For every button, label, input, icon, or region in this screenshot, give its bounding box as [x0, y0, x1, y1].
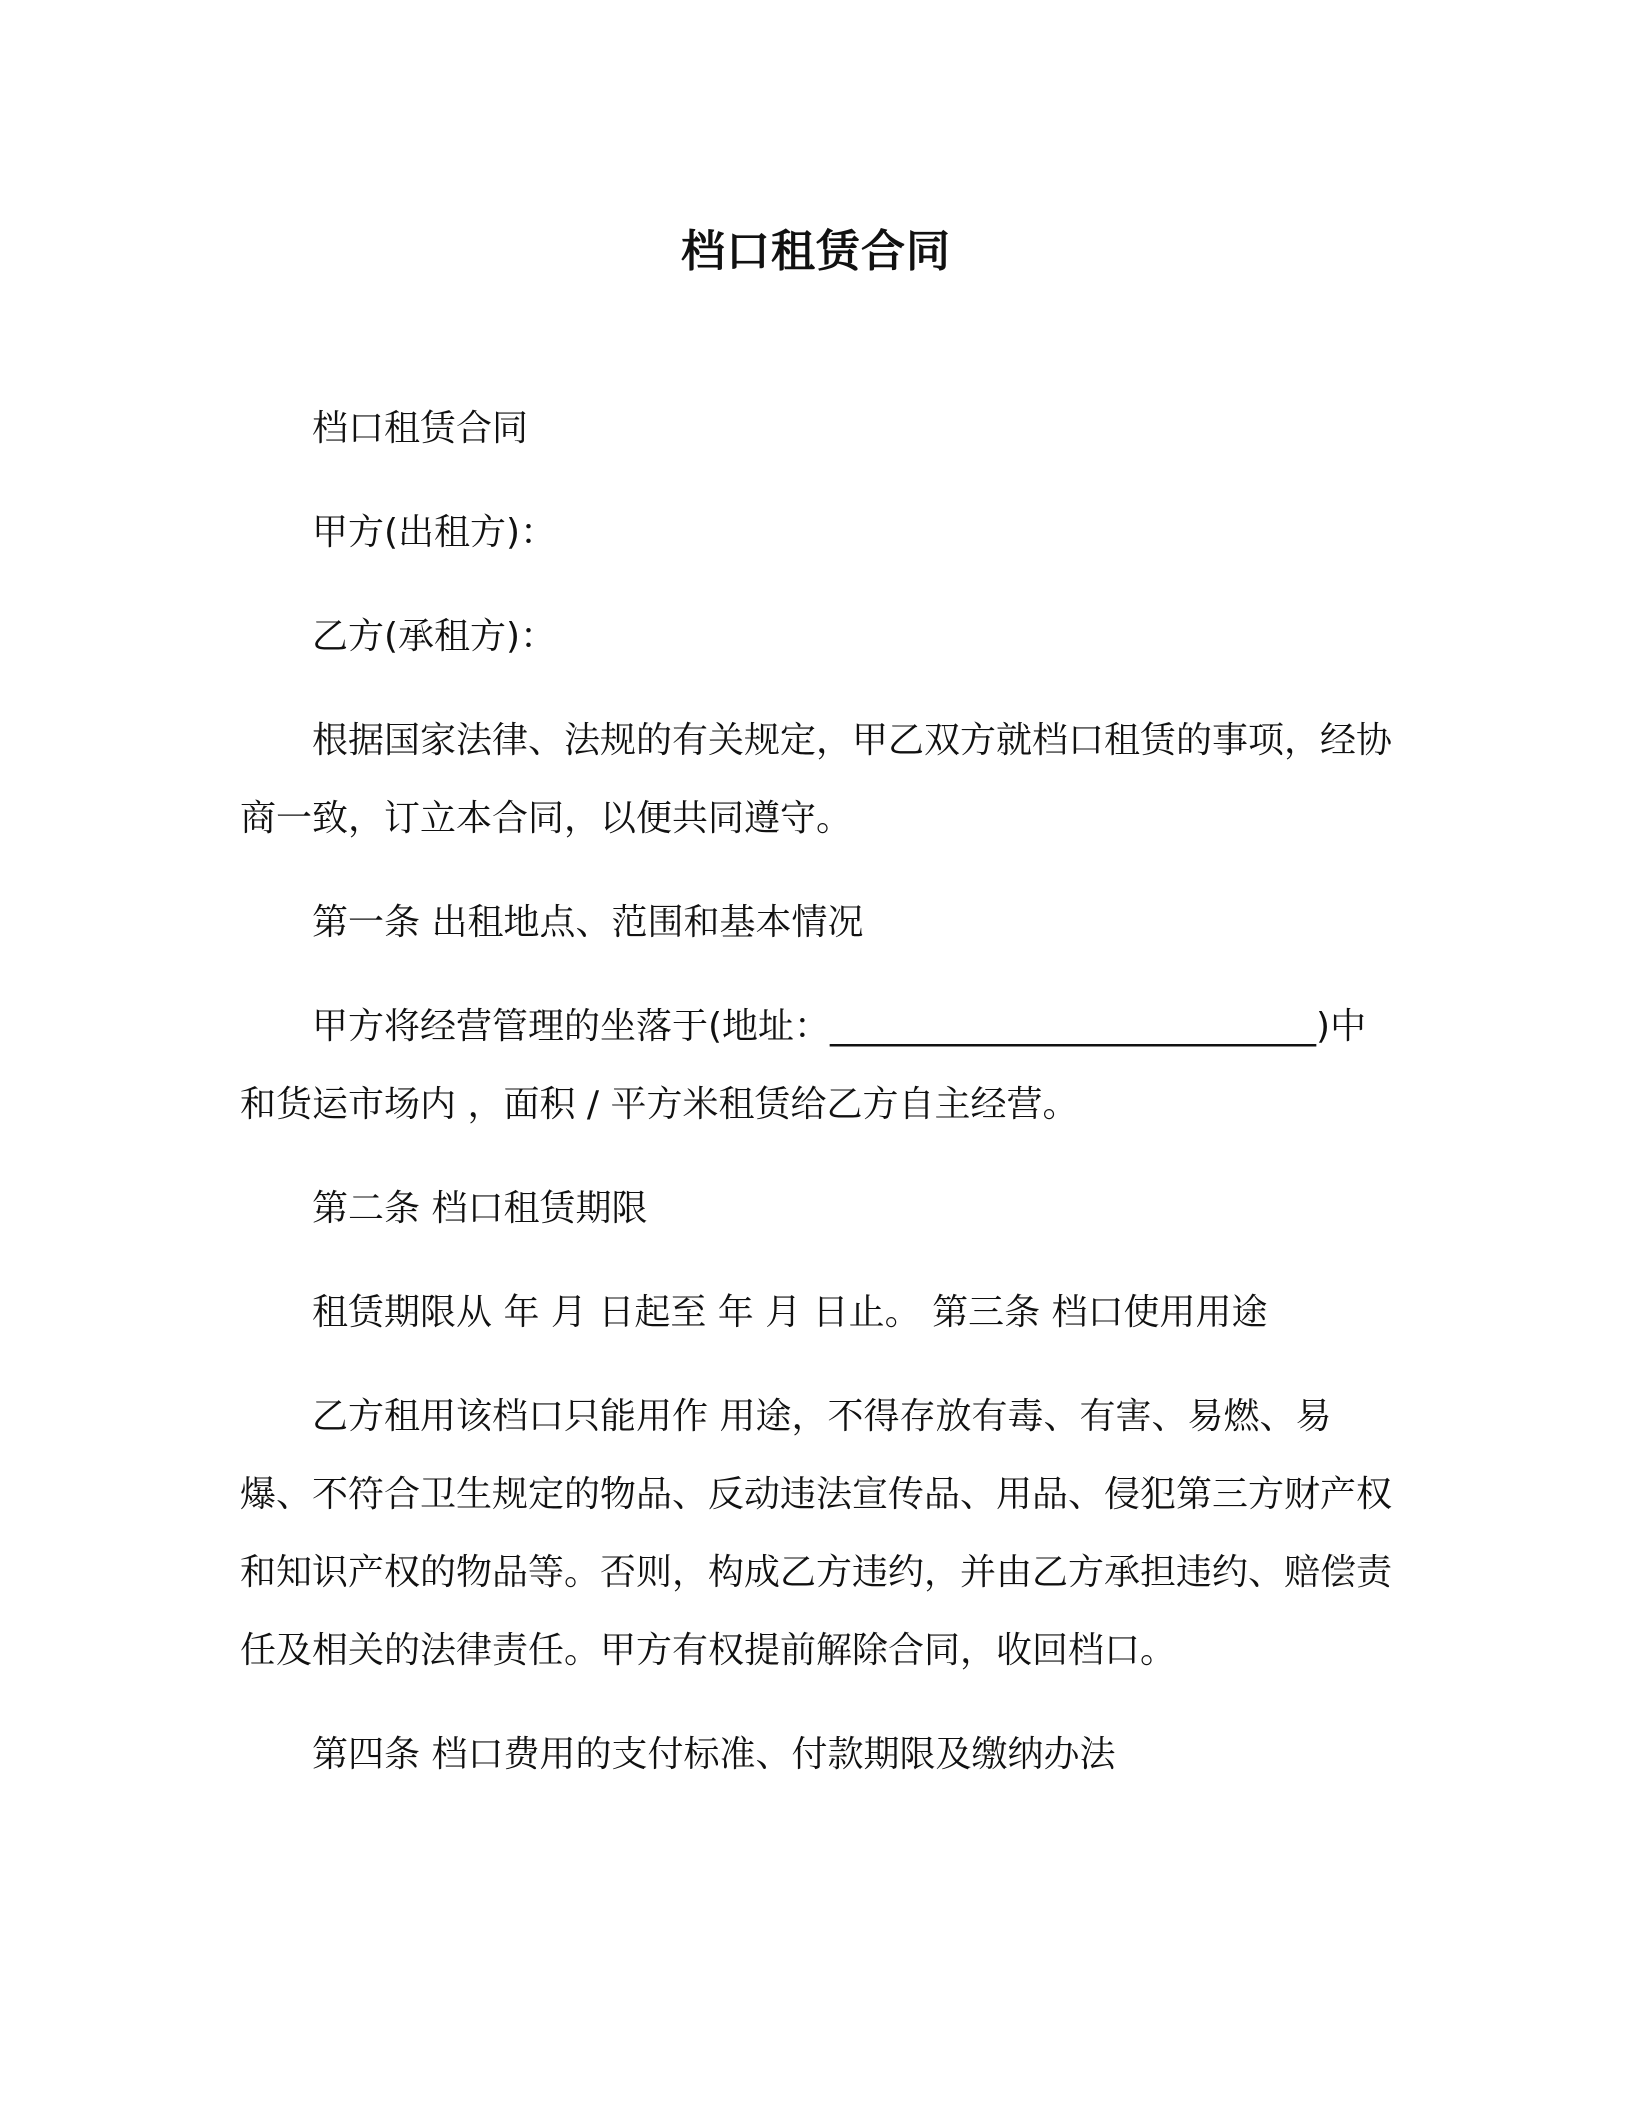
paragraph-preamble: 根据国家法律、法规的有关规定，甲乙双方就档口租赁的事项，经协商一致，订立本合同，以便共同遵守。: [240, 720, 1393, 839]
paragraph-article-1-title: 第一条 出租地点、范围和基本情况: [312, 902, 864, 943]
paragraph-article-4-title: 第四条 档口费用的支付标准、付款期限及缴纳办法: [312, 1734, 1116, 1775]
paragraph-heading: 档口租赁合同: [312, 408, 529, 449]
document-body: [240, 390, 1400, 1820]
paragraph-article-2-title: 第二条 档口租赁期限: [312, 1188, 648, 1229]
document-title: 档口租赁合同: [681, 226, 951, 277]
paragraph-lease-term: 租赁期限从 年 月 日起至 年 月 日止。 第三条 档口使用用途: [312, 1292, 1268, 1333]
paragraph-article-1-body: 甲方将经营管理的坐落于(地址：___________________________)中和货运市场内 ，面积 / 平方米租赁给乙方自主经营。: [240, 1006, 1367, 1125]
paragraph-party-b: 乙方(承租方)：: [312, 616, 557, 657]
paragraph-party-a: 甲方(出租方)：: [312, 512, 557, 553]
paragraph-usage: 乙方租用该档口只能用作 用途，不得存放有毒、有害、易燃、易爆、不符合卫生规定的物品、反动违法宣传品、用品、侵犯第三方财产权和知识产权的物品等。否则，构成乙方违约，并由乙方承担违约、赔偿责任及相关的法律责任。甲方有权提前解除合同，收回档口。: [240, 1396, 1393, 1671]
